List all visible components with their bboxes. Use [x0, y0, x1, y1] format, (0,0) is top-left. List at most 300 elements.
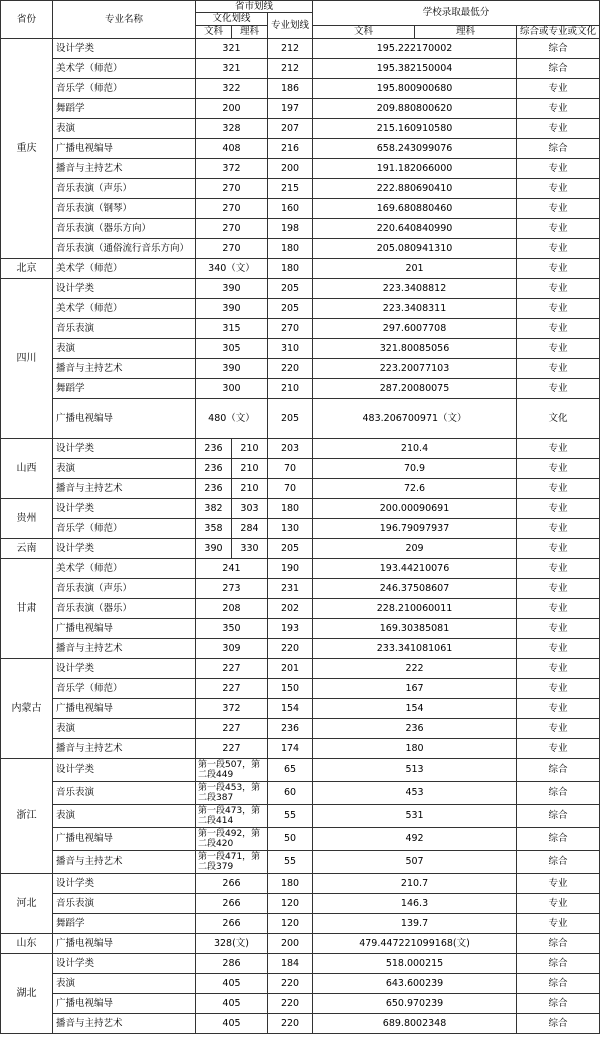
major-cell: 播音与主持艺术 [53, 851, 196, 874]
major-line-cell: 50 [268, 828, 313, 851]
major-line-cell: 150 [268, 679, 313, 699]
major-cell: 播音与主持艺术 [53, 639, 196, 659]
min-score-cell: 200.00090691 [313, 499, 517, 519]
min-score-cell: 658.243099076 [313, 139, 517, 159]
table-row [1, 159, 600, 179]
table-row [1, 499, 600, 519]
major-cell: 广播电视编导 [53, 399, 196, 439]
min-score-cell: 233.341081061 [313, 639, 517, 659]
min-score-cell: 453 [313, 782, 517, 805]
table-row [1, 359, 600, 379]
type-cell: 综合 [517, 59, 600, 79]
min-score-cell: 193.44210076 [313, 559, 517, 579]
min-score-cell: 210.4 [313, 439, 517, 459]
type-cell: 综合 [517, 139, 600, 159]
like-line-cell: 284 [232, 519, 268, 539]
major-cell: 广播电视编导 [53, 619, 196, 639]
culture-line-cell: 286 [196, 954, 268, 974]
type-cell: 综合 [517, 851, 600, 874]
type-cell: 专业 [517, 119, 600, 139]
major-line-cell: 154 [268, 699, 313, 719]
min-score-cell: 209 [313, 539, 517, 559]
header-province: 省份 [1, 1, 53, 39]
table-row [1, 894, 600, 914]
major-cell: 设计学类 [53, 439, 196, 459]
major-cell: 舞蹈学 [53, 379, 196, 399]
major-cell: 音乐表演（器乐） [53, 599, 196, 619]
table-row [1, 659, 600, 679]
min-score-cell: 223.20077103 [313, 359, 517, 379]
header-school-min: 学校录取最低分 [313, 1, 600, 26]
table-row [1, 479, 600, 499]
major-cell: 表演 [53, 805, 196, 828]
major-line-cell: 55 [268, 805, 313, 828]
major-cell: 广播电视编导 [53, 994, 196, 1014]
culture-line-cell: 227 [196, 659, 268, 679]
header-major: 专业名称 [53, 1, 196, 39]
major-line-cell: 210 [268, 379, 313, 399]
major-line-cell: 216 [268, 139, 313, 159]
province-cell: 山西 [1, 439, 53, 499]
major-line-cell: 202 [268, 599, 313, 619]
province-cell: 湖北 [1, 954, 53, 1034]
major-line-cell: 197 [268, 99, 313, 119]
wenke-line-cell: 358 [196, 519, 232, 539]
table-row [1, 759, 600, 782]
min-score-cell: 146.3 [313, 894, 517, 914]
culture-line-cell: 第一段473，第二段414 [196, 805, 268, 828]
table-row [1, 459, 600, 479]
header-provincial-line: 省市划线 [196, 1, 313, 13]
table-row [1, 179, 600, 199]
min-score-cell: 180 [313, 739, 517, 759]
major-cell: 设计学类 [53, 39, 196, 59]
province-cell: 四川 [1, 279, 53, 439]
table-row [1, 299, 600, 319]
culture-line-cell: 321 [196, 59, 268, 79]
major-cell: 广播电视编导 [53, 139, 196, 159]
major-line-cell: 180 [268, 874, 313, 894]
major-line-cell: 180 [268, 239, 313, 259]
major-line-cell: 205 [268, 279, 313, 299]
type-cell: 文化 [517, 399, 600, 439]
major-line-cell: 198 [268, 219, 313, 239]
table-header [1, 1, 600, 39]
table-row [1, 619, 600, 639]
major-cell: 美术学（师范） [53, 259, 196, 279]
min-score-cell: 195.222170002 [313, 39, 517, 59]
table-row [1, 339, 600, 359]
major-line-cell: 130 [268, 519, 313, 539]
type-cell: 专业 [517, 739, 600, 759]
major-cell: 音乐表演（通俗流行音乐方向） [53, 239, 196, 259]
major-line-cell: 180 [268, 259, 313, 279]
header-culture-line: 文化划线 [196, 13, 268, 26]
culture-line-cell: 266 [196, 874, 268, 894]
like-line-cell: 210 [232, 479, 268, 499]
major-cell: 美术学（师范） [53, 559, 196, 579]
major-line-cell: 70 [268, 459, 313, 479]
major-line-cell: 200 [268, 159, 313, 179]
min-score-cell: 531 [313, 805, 517, 828]
major-cell: 音乐学（师范） [53, 79, 196, 99]
type-cell: 专业 [517, 559, 600, 579]
min-score-cell: 518.000215 [313, 954, 517, 974]
table-row [1, 139, 600, 159]
wenke-line-cell: 236 [196, 479, 232, 499]
table-row [1, 99, 600, 119]
table-row [1, 259, 600, 279]
table-row [1, 954, 600, 974]
type-cell: 综合 [517, 1014, 600, 1034]
province-cell: 山东 [1, 934, 53, 954]
culture-line-cell: 266 [196, 914, 268, 934]
type-cell: 综合 [517, 954, 600, 974]
table-row [1, 379, 600, 399]
type-cell: 专业 [517, 239, 600, 259]
table-row [1, 539, 600, 559]
type-cell: 专业 [517, 339, 600, 359]
major-cell: 设计学类 [53, 279, 196, 299]
major-line-cell: 231 [268, 579, 313, 599]
culture-line-cell: 405 [196, 974, 268, 994]
min-score-cell: 479.447221099168(文) [313, 934, 517, 954]
culture-line-cell: 270 [196, 179, 268, 199]
table-row [1, 782, 600, 805]
type-cell: 专业 [517, 99, 600, 119]
min-score-cell: 139.7 [313, 914, 517, 934]
type-cell: 综合 [517, 39, 600, 59]
major-cell: 音乐表演（器乐方向） [53, 219, 196, 239]
major-cell: 播音与主持艺术 [53, 159, 196, 179]
header-major-line: 专业划线 [268, 13, 313, 39]
type-cell: 专业 [517, 539, 600, 559]
min-score-cell: 169.30385081 [313, 619, 517, 639]
table-row [1, 399, 600, 439]
major-line-cell: 160 [268, 199, 313, 219]
major-cell: 音乐表演（声乐） [53, 179, 196, 199]
major-line-cell: 193 [268, 619, 313, 639]
table-row [1, 719, 600, 739]
min-score-cell: 209.880800620 [313, 99, 517, 119]
min-score-cell: 222.880690410 [313, 179, 517, 199]
min-score-cell: 492 [313, 828, 517, 851]
major-line-cell: 55 [268, 851, 313, 874]
type-cell: 专业 [517, 279, 600, 299]
major-cell: 音乐表演（声乐） [53, 579, 196, 599]
like-line-cell: 210 [232, 459, 268, 479]
min-score-cell: 297.6007708 [313, 319, 517, 339]
major-cell: 表演 [53, 974, 196, 994]
major-cell: 播音与主持艺术 [53, 1014, 196, 1034]
major-cell: 设计学类 [53, 954, 196, 974]
type-cell: 专业 [517, 679, 600, 699]
type-cell: 综合 [517, 974, 600, 994]
min-score-cell: 169.680880460 [313, 199, 517, 219]
type-cell: 专业 [517, 719, 600, 739]
major-line-cell: 220 [268, 359, 313, 379]
culture-line-cell: 408 [196, 139, 268, 159]
culture-line-cell: 273 [196, 579, 268, 599]
major-cell: 设计学类 [53, 759, 196, 782]
major-line-cell: 60 [268, 782, 313, 805]
wenke-line-cell: 236 [196, 439, 232, 459]
province-cell: 重庆 [1, 39, 53, 259]
min-score-cell: 220.640840990 [313, 219, 517, 239]
min-score-cell: 154 [313, 699, 517, 719]
min-score-cell: 210.7 [313, 874, 517, 894]
type-cell: 专业 [517, 379, 600, 399]
major-cell: 美术学（师范） [53, 59, 196, 79]
table-row [1, 914, 600, 934]
table-row [1, 219, 600, 239]
min-score-cell: 643.600239 [313, 974, 517, 994]
major-line-cell: 186 [268, 79, 313, 99]
major-cell: 表演 [53, 719, 196, 739]
type-cell: 专业 [517, 79, 600, 99]
major-line-cell: 310 [268, 339, 313, 359]
culture-line-cell: 315 [196, 319, 268, 339]
major-line-cell: 120 [268, 914, 313, 934]
major-cell: 设计学类 [53, 539, 196, 559]
wenke-line-cell: 236 [196, 459, 232, 479]
wenke-line-cell: 382 [196, 499, 232, 519]
culture-line-cell: 266 [196, 894, 268, 914]
culture-line-cell: 372 [196, 159, 268, 179]
major-cell: 音乐表演 [53, 894, 196, 914]
type-cell: 专业 [517, 894, 600, 914]
culture-line-cell: 390 [196, 279, 268, 299]
header-like: 理科 [232, 26, 268, 39]
table-row [1, 319, 600, 339]
major-line-cell: 220 [268, 994, 313, 1014]
type-cell: 综合 [517, 934, 600, 954]
major-cell: 表演 [53, 459, 196, 479]
type-cell: 专业 [517, 219, 600, 239]
type-cell: 综合 [517, 782, 600, 805]
culture-line-cell: 227 [196, 719, 268, 739]
min-score-cell: 191.182066000 [313, 159, 517, 179]
type-cell: 综合 [517, 805, 600, 828]
table-row [1, 805, 600, 828]
major-line-cell: 120 [268, 894, 313, 914]
type-cell: 综合 [517, 828, 600, 851]
type-cell: 专业 [517, 439, 600, 459]
header-school-like: 理科 [415, 26, 517, 39]
culture-line-cell: 227 [196, 679, 268, 699]
culture-line-cell: 305 [196, 339, 268, 359]
min-score-cell: 201 [313, 259, 517, 279]
culture-line-cell: 480（文） [196, 399, 268, 439]
type-cell: 专业 [517, 479, 600, 499]
major-line-cell: 236 [268, 719, 313, 739]
min-score-cell: 196.79097937 [313, 519, 517, 539]
major-line-cell: 190 [268, 559, 313, 579]
culture-line-cell: 390 [196, 359, 268, 379]
type-cell: 专业 [517, 299, 600, 319]
culture-line-cell: 第一段453，第二段387 [196, 782, 268, 805]
min-score-cell: 483.206700971（文） [313, 399, 517, 439]
type-cell: 专业 [517, 914, 600, 934]
major-cell: 舞蹈学 [53, 914, 196, 934]
min-score-cell: 689.8002348 [313, 1014, 517, 1034]
culture-line-cell: 300 [196, 379, 268, 399]
province-cell: 北京 [1, 259, 53, 279]
table-row [1, 1014, 600, 1034]
major-cell: 播音与主持艺术 [53, 739, 196, 759]
culture-line-cell: 第一段507，第二段449 [196, 759, 268, 782]
major-cell: 音乐表演 [53, 319, 196, 339]
type-cell: 专业 [517, 499, 600, 519]
major-line-cell: 180 [268, 499, 313, 519]
major-cell: 表演 [53, 339, 196, 359]
major-line-cell: 215 [268, 179, 313, 199]
major-line-cell: 212 [268, 39, 313, 59]
major-cell: 音乐表演（钢琴） [53, 199, 196, 219]
culture-line-cell: 328(文) [196, 934, 268, 954]
type-cell: 专业 [517, 199, 600, 219]
major-line-cell: 70 [268, 479, 313, 499]
type-cell: 专业 [517, 359, 600, 379]
culture-line-cell: 340（文） [196, 259, 268, 279]
min-score-cell: 195.382150004 [313, 59, 517, 79]
min-score-cell: 205.080941310 [313, 239, 517, 259]
table-row [1, 579, 600, 599]
min-score-cell: 195.800900680 [313, 79, 517, 99]
major-line-cell: 203 [268, 439, 313, 459]
header-school-wenke: 文科 [313, 26, 415, 39]
culture-line-cell: 405 [196, 994, 268, 1014]
table-row [1, 39, 600, 59]
type-cell: 专业 [517, 319, 600, 339]
min-score-cell: 246.37508607 [313, 579, 517, 599]
table-row [1, 934, 600, 954]
province-cell: 甘肃 [1, 559, 53, 659]
min-score-cell: 222 [313, 659, 517, 679]
min-score-cell: 513 [313, 759, 517, 782]
type-cell: 综合 [517, 759, 600, 782]
type-cell: 专业 [517, 179, 600, 199]
culture-line-cell: 第一段492，第二段420 [196, 828, 268, 851]
type-cell: 专业 [517, 259, 600, 279]
table-row [1, 279, 600, 299]
culture-line-cell: 270 [196, 219, 268, 239]
table-row [1, 679, 600, 699]
min-score-cell: 287.20080075 [313, 379, 517, 399]
major-cell: 音乐学（师范） [53, 679, 196, 699]
major-line-cell: 65 [268, 759, 313, 782]
table-row [1, 519, 600, 539]
province-cell: 贵州 [1, 499, 53, 539]
major-line-cell: 184 [268, 954, 313, 974]
min-score-cell: 167 [313, 679, 517, 699]
like-line-cell: 210 [232, 439, 268, 459]
type-cell: 专业 [517, 599, 600, 619]
province-cell: 河北 [1, 874, 53, 934]
table-row [1, 199, 600, 219]
min-score-cell: 215.160910580 [313, 119, 517, 139]
major-cell: 设计学类 [53, 659, 196, 679]
culture-line-cell: 390 [196, 299, 268, 319]
major-cell: 音乐表演 [53, 782, 196, 805]
major-line-cell: 205 [268, 299, 313, 319]
table-row [1, 599, 600, 619]
culture-line-cell: 350 [196, 619, 268, 639]
table-row [1, 974, 600, 994]
culture-line-cell: 200 [196, 99, 268, 119]
type-cell: 专业 [517, 159, 600, 179]
culture-line-cell: 328 [196, 119, 268, 139]
culture-line-cell: 321 [196, 39, 268, 59]
min-score-cell: 70.9 [313, 459, 517, 479]
type-cell: 专业 [517, 619, 600, 639]
table-row [1, 699, 600, 719]
type-cell: 综合 [517, 994, 600, 1014]
table-row [1, 239, 600, 259]
major-cell: 舞蹈学 [53, 99, 196, 119]
table-body [1, 39, 600, 1034]
type-cell: 专业 [517, 639, 600, 659]
type-cell: 专业 [517, 579, 600, 599]
major-line-cell: 205 [268, 399, 313, 439]
table-row [1, 559, 600, 579]
culture-line-cell: 270 [196, 239, 268, 259]
culture-line-cell: 405 [196, 1014, 268, 1034]
min-score-cell: 228.210060011 [313, 599, 517, 619]
major-cell: 播音与主持艺术 [53, 359, 196, 379]
major-line-cell: 212 [268, 59, 313, 79]
major-line-cell: 220 [268, 1014, 313, 1034]
culture-line-cell: 227 [196, 739, 268, 759]
min-score-cell: 650.970239 [313, 994, 517, 1014]
type-cell: 专业 [517, 699, 600, 719]
major-cell: 播音与主持艺术 [53, 479, 196, 499]
min-score-cell: 236 [313, 719, 517, 739]
wenke-line-cell: 390 [196, 539, 232, 559]
major-line-cell: 174 [268, 739, 313, 759]
major-cell: 音乐学（师范） [53, 519, 196, 539]
min-score-cell: 507 [313, 851, 517, 874]
major-line-cell: 207 [268, 119, 313, 139]
table-row [1, 828, 600, 851]
major-line-cell: 200 [268, 934, 313, 954]
header-wenke: 文科 [196, 26, 232, 39]
major-cell: 美术学（师范） [53, 299, 196, 319]
province-cell: 云南 [1, 539, 53, 559]
major-line-cell: 220 [268, 639, 313, 659]
min-score-cell: 223.3408311 [313, 299, 517, 319]
table-row [1, 119, 600, 139]
major-cell: 广播电视编导 [53, 934, 196, 954]
major-line-cell: 270 [268, 319, 313, 339]
major-line-cell: 205 [268, 539, 313, 559]
min-score-cell: 223.3408812 [313, 279, 517, 299]
table-row [1, 874, 600, 894]
table-row [1, 639, 600, 659]
culture-line-cell: 322 [196, 79, 268, 99]
major-cell: 广播电视编导 [53, 699, 196, 719]
min-score-cell: 321.80085056 [313, 339, 517, 359]
table-row [1, 439, 600, 459]
major-line-cell: 220 [268, 974, 313, 994]
like-line-cell: 303 [232, 499, 268, 519]
table-row [1, 79, 600, 99]
culture-line-cell: 208 [196, 599, 268, 619]
major-cell: 设计学类 [53, 874, 196, 894]
major-cell: 表演 [53, 119, 196, 139]
type-cell: 专业 [517, 519, 600, 539]
major-cell: 设计学类 [53, 499, 196, 519]
